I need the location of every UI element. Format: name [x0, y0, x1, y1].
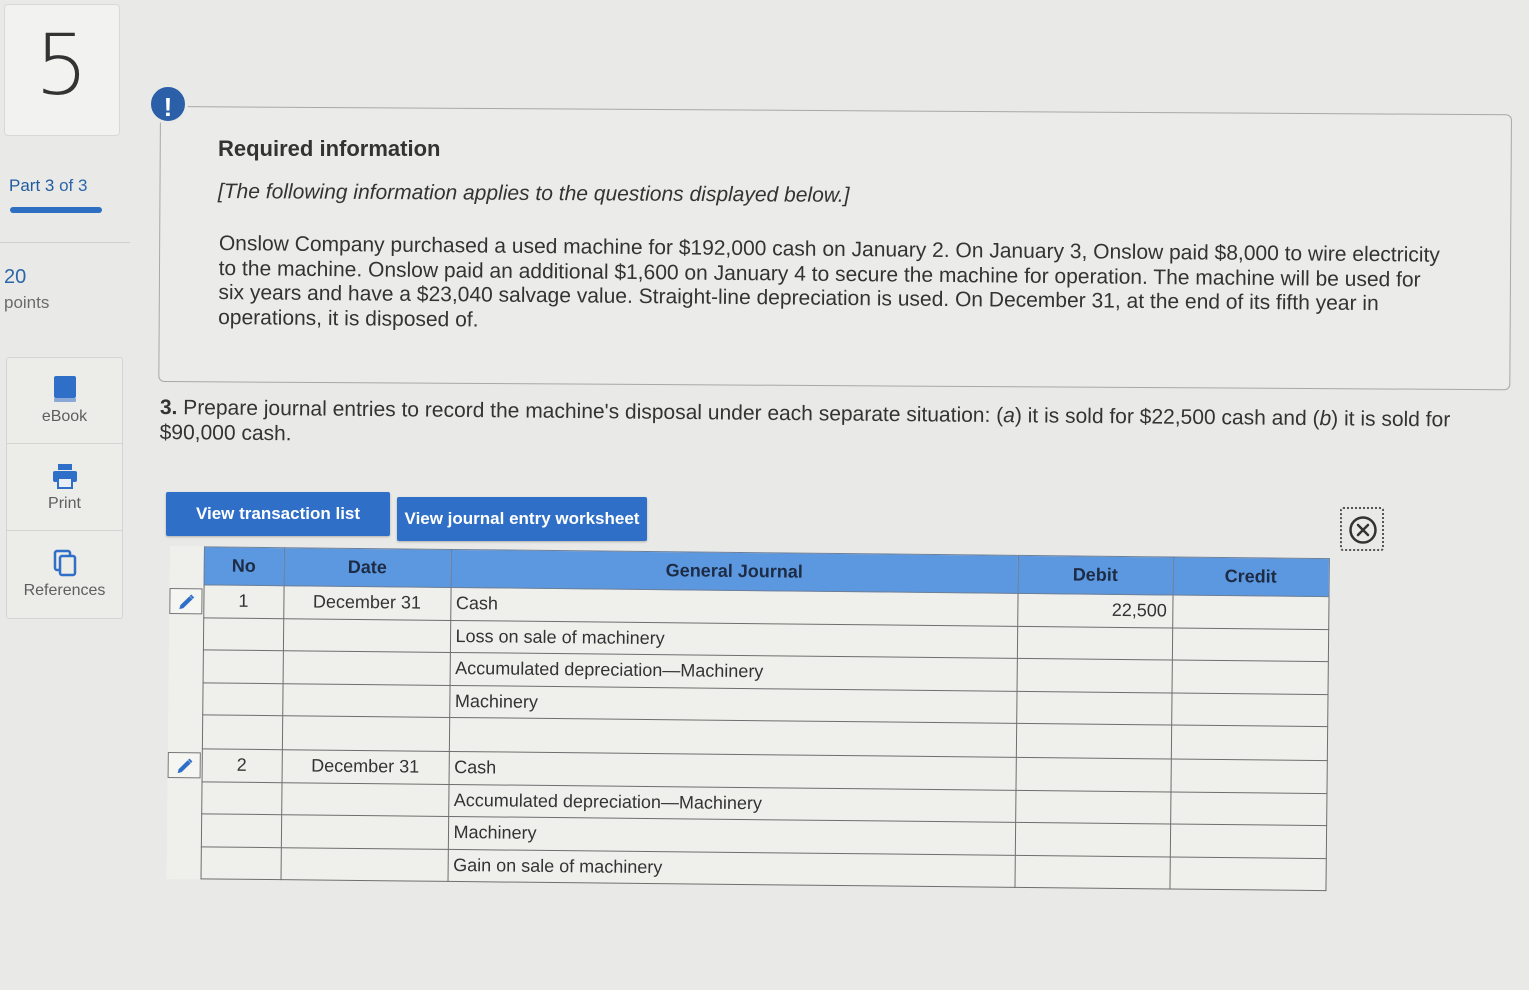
credit-cell[interactable]	[1169, 856, 1325, 890]
account-cell[interactable]: Machinery	[449, 685, 1016, 723]
question-b: b	[1319, 407, 1332, 431]
part-current: Part 3	[9, 176, 55, 195]
edit-cell	[168, 714, 202, 748]
part-progress-bar	[10, 207, 102, 213]
rail-divider	[0, 242, 130, 243]
entry-number: 2	[202, 749, 282, 782]
required-info-title: Required information	[218, 136, 441, 161]
debit-cell[interactable]	[1015, 790, 1170, 824]
ebook-button[interactable]	[7, 358, 122, 444]
question-part-2: ) it is sold for $22,500 cash and (	[1014, 404, 1320, 431]
print-button[interactable]	[7, 445, 122, 531]
question-number: 5	[35, 16, 89, 114]
account-cell[interactable]: Cash	[450, 587, 1017, 625]
debit-cell[interactable]	[1017, 658, 1172, 692]
close-button[interactable]	[1340, 507, 1384, 551]
references-button[interactable]	[7, 532, 122, 618]
debit-cell[interactable]	[1016, 691, 1171, 725]
book-icon	[51, 374, 79, 404]
question-number-box	[4, 4, 120, 136]
edit-cell	[169, 617, 203, 650]
credit-cell[interactable]	[1172, 595, 1328, 629]
entry-date	[281, 847, 448, 881]
entry-date: December 31	[282, 750, 449, 784]
edit-cell	[168, 748, 202, 781]
view-transaction-list-button[interactable]: View transaction list	[166, 492, 390, 536]
account-cell[interactable]: Machinery	[448, 816, 1015, 854]
credit-cell[interactable]	[1171, 725, 1327, 761]
points-value: 20	[4, 266, 27, 288]
edit-entry-1-button[interactable]	[169, 588, 202, 614]
entry-number	[203, 617, 283, 650]
ebook-label: eBook	[41, 408, 88, 425]
credit-cell[interactable]	[1170, 759, 1326, 793]
alert-icon: !	[148, 84, 188, 124]
tools-panel	[6, 357, 123, 619]
debit-cell[interactable]	[1017, 626, 1172, 660]
print-label: Print	[48, 495, 81, 512]
entry-number	[201, 781, 281, 814]
question-a: a	[1003, 404, 1015, 428]
entry-date	[281, 782, 448, 816]
header-date: Date	[284, 548, 451, 588]
references-label: References	[23, 582, 106, 599]
account-cell[interactable]: Cash	[449, 751, 1016, 789]
entry-date	[281, 815, 448, 849]
edit-cell	[168, 682, 202, 715]
header-no: No	[204, 547, 284, 586]
entry-number	[201, 846, 281, 879]
entry-date	[282, 716, 449, 752]
entry-date	[283, 651, 450, 685]
close-icon	[1348, 515, 1378, 545]
references-icon	[51, 548, 79, 578]
debit-cell[interactable]	[1014, 855, 1169, 889]
credit-cell[interactable]	[1172, 660, 1328, 694]
debit-cell[interactable]	[1015, 757, 1170, 791]
question-part-3: ) it is sold for $90,000 cash.	[159, 407, 1451, 445]
part-total: of 3	[59, 176, 88, 195]
entry-date	[282, 683, 449, 717]
view-journal-entry-worksheet-button[interactable]: View journal entry worksheet	[397, 497, 647, 541]
edit-cell	[169, 584, 203, 617]
entry-number	[202, 682, 282, 715]
account-cell[interactable]: Loss on sale of machinery	[450, 620, 1017, 658]
entry-date	[283, 618, 450, 652]
printer-icon	[51, 461, 79, 491]
credit-cell[interactable]	[1171, 692, 1327, 726]
part-indicator	[9, 176, 87, 196]
debit-cell[interactable]: 22,500	[1017, 593, 1172, 627]
header-credit: Credit	[1173, 557, 1329, 597]
required-info-subtitle: [The following information applies to the questions displayed below.]	[217, 180, 850, 207]
entry-number	[203, 650, 283, 683]
edit-entry-2-button[interactable]	[168, 752, 201, 778]
credit-cell[interactable]	[1172, 627, 1328, 661]
account-cell[interactable]: Accumulated depreciation—Machinery	[448, 784, 1015, 822]
entry-date: December 31	[283, 586, 450, 620]
debit-cell[interactable]	[1016, 723, 1171, 759]
credit-cell[interactable]	[1170, 824, 1326, 858]
edit-cell	[167, 781, 201, 814]
pencil-icon	[176, 592, 196, 612]
header-debit: Debit	[1018, 555, 1173, 595]
entry-number	[201, 814, 281, 847]
account-cell[interactable]: Gain on sale of machinery	[448, 849, 1015, 887]
pencil-icon	[175, 756, 195, 776]
points-label: points	[4, 293, 50, 312]
edit-cell	[167, 813, 201, 846]
entry-number	[202, 715, 282, 750]
required-info-body: Onslow Company purchased a used machine for $192,000 cash on January 2. On January 3, Onslow paid $8,000 to wire electricity to the machine. Onslow paid an additional $1,600 on January 4 to secure the machine for operation. The machine will be used for six years and have a $23,040 salvage value. Straight-line depreciation is used. On December 31, at the end of its fifth year in operations, it is disposed of.	[218, 232, 1440, 331]
question-text	[160, 396, 1470, 458]
credit-cell[interactable]	[1170, 791, 1326, 825]
question-number-label: 3.	[159, 396, 178, 420]
edit-cell	[169, 649, 203, 682]
general-journal-table	[167, 546, 1330, 891]
edit-cell	[167, 846, 201, 879]
debit-cell[interactable]	[1015, 822, 1170, 856]
edit-column-header	[170, 547, 204, 585]
question-part-1: Prepare journal entries to record the machine's disposal under each separate situation: (	[183, 396, 1004, 428]
header-general-journal: General Journal	[451, 549, 1018, 593]
entry-number: 1	[203, 585, 283, 618]
account-cell[interactable]: Accumulated depreciation—Machinery	[450, 652, 1017, 690]
